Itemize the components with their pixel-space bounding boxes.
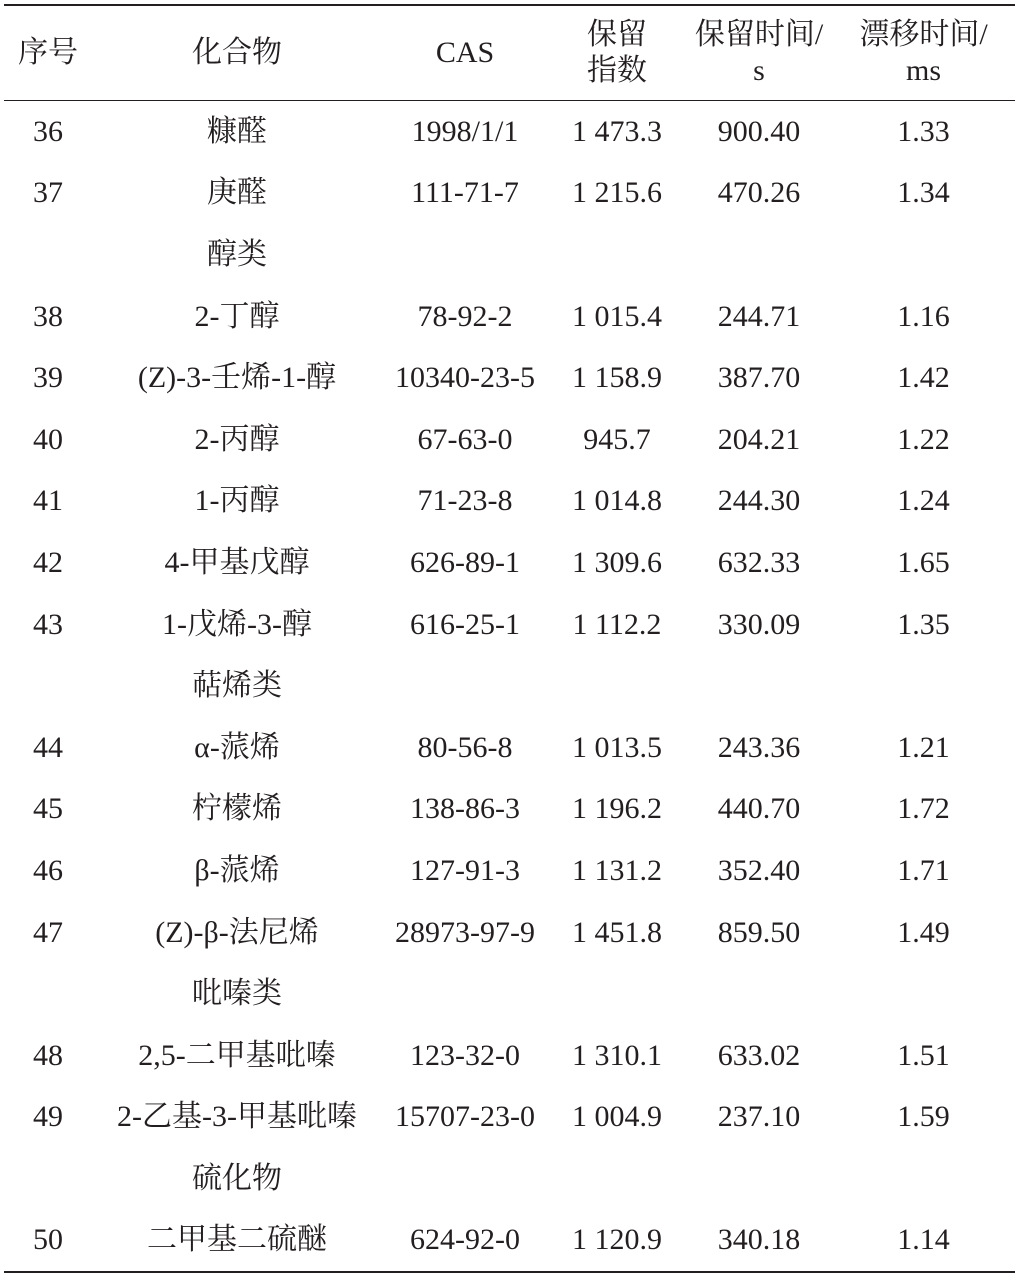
cell-compound: 糠醛 xyxy=(207,114,267,148)
header-retention-index-line1: 保留 xyxy=(587,18,647,51)
cell-retention-index: 1 158.9 xyxy=(572,361,662,395)
cell-cas: 111-71-7 xyxy=(411,176,519,210)
cell-retention-index: 1 120.9 xyxy=(572,1223,662,1257)
table-row xyxy=(4,286,1015,348)
cell-cas: 123-32-0 xyxy=(410,1038,520,1072)
cell-retention-index: 1 004.9 xyxy=(572,1100,662,1134)
cell-retention-time: 900.40 xyxy=(717,114,801,148)
category-row xyxy=(4,963,1015,1025)
cell-drift-time: 1.65 xyxy=(897,545,950,579)
table-row xyxy=(4,779,1015,841)
cell-compound: 2-丙醇 xyxy=(194,422,280,456)
cell-compound: 2,5-二甲基吡嗪 xyxy=(138,1038,336,1072)
table-row xyxy=(4,101,1015,163)
compound-table xyxy=(4,4,1015,1273)
table-row xyxy=(4,1087,1015,1149)
header-drift-time-line1: 漂移时间/ xyxy=(859,18,988,51)
table-row xyxy=(4,1025,1015,1087)
cell-retention-index: 1 013.5 xyxy=(572,730,662,764)
cell-retention-time: 237.10 xyxy=(717,1100,801,1134)
header-drift-time xyxy=(832,17,1015,89)
cell-index: 43 xyxy=(33,607,63,641)
cell-cas: 80-56-8 xyxy=(417,730,513,764)
cell-cas: 28973-97-9 xyxy=(395,915,535,949)
table-body xyxy=(4,101,1015,1271)
header-cas: CAS xyxy=(435,36,495,69)
cell-index: 48 xyxy=(33,1038,63,1072)
cell-index: 38 xyxy=(33,299,63,333)
table-row xyxy=(4,532,1015,594)
cell-compound: 二甲基二硫醚 xyxy=(147,1223,327,1257)
cell-retention-index: 1 112.2 xyxy=(572,607,662,641)
cell-retention-time: 340.18 xyxy=(717,1223,801,1257)
table-row xyxy=(4,840,1015,902)
header-retention-time xyxy=(686,17,832,89)
cell-cas: 138-86-3 xyxy=(410,792,520,826)
category-label: 醇类 xyxy=(207,237,267,271)
cell-retention-time: 633.02 xyxy=(717,1038,801,1072)
cell-retention-index: 1 196.2 xyxy=(572,792,662,826)
table-row xyxy=(4,163,1015,225)
cell-retention-time: 632.33 xyxy=(717,545,801,579)
cell-retention-time: 440.70 xyxy=(717,792,801,826)
cell-index: 50 xyxy=(33,1223,63,1257)
header-index: 序号 xyxy=(18,36,78,69)
cell-retention-time: 330.09 xyxy=(717,607,801,641)
cell-index: 45 xyxy=(33,792,63,826)
category-label: 吡嗪类 xyxy=(192,977,282,1011)
cell-drift-time: 1.71 xyxy=(897,853,950,887)
cell-cas: 127-91-3 xyxy=(410,853,520,887)
table-row xyxy=(4,902,1015,964)
cell-cas: 71-23-8 xyxy=(417,484,513,518)
cell-retention-index: 1 309.6 xyxy=(572,545,662,579)
cell-retention-index: 1 131.2 xyxy=(572,853,662,887)
cell-compound: 2-丁醇 xyxy=(194,299,280,333)
cell-retention-time: 244.71 xyxy=(717,299,801,333)
cell-retention-index: 1 310.1 xyxy=(572,1038,662,1072)
cell-cas: 624-92-0 xyxy=(410,1223,520,1257)
cell-drift-time: 1.42 xyxy=(897,361,950,395)
cell-compound: 庚醛 xyxy=(207,176,267,210)
cell-compound: (Z)-3-壬烯-1-醇 xyxy=(137,361,337,395)
table-bottom-rule xyxy=(4,1271,1015,1273)
cell-drift-time: 1.24 xyxy=(897,484,950,518)
cell-retention-time: 243.36 xyxy=(717,730,801,764)
table-row xyxy=(4,471,1015,533)
cell-index: 41 xyxy=(33,484,63,518)
category-row xyxy=(4,1148,1015,1210)
cell-drift-time: 1.49 xyxy=(897,915,950,949)
category-row xyxy=(4,655,1015,717)
cell-cas: 1998/1/1 xyxy=(411,114,519,148)
cell-cas: 616-25-1 xyxy=(410,607,520,641)
cell-cas: 67-63-0 xyxy=(417,422,513,456)
cell-drift-time: 1.34 xyxy=(897,176,950,210)
cell-index: 39 xyxy=(33,361,63,395)
cell-drift-time: 1.72 xyxy=(897,792,950,826)
cell-index: 46 xyxy=(33,853,63,887)
table-row xyxy=(4,409,1015,471)
cell-drift-time: 1.59 xyxy=(897,1100,950,1134)
cell-index: 44 xyxy=(33,730,63,764)
header-retention-index-line2: 指数 xyxy=(587,54,647,87)
table-row xyxy=(4,1210,1015,1272)
cell-compound: 1-丙醇 xyxy=(194,484,280,518)
cell-compound: 2-乙基-3-甲基吡嗪 xyxy=(117,1100,357,1134)
cell-compound: 1-戊烯-3-醇 xyxy=(162,607,312,641)
cell-compound: 柠檬烯 xyxy=(192,792,282,826)
cell-retention-index: 1 014.8 xyxy=(572,484,662,518)
table-row xyxy=(4,717,1015,779)
cell-drift-time: 1.35 xyxy=(897,607,950,641)
category-label: 硫化物 xyxy=(192,1161,282,1195)
cell-retention-time: 859.50 xyxy=(717,915,801,949)
cell-compound: (Z)-β-法尼烯 xyxy=(155,915,319,949)
cell-drift-time: 1.14 xyxy=(897,1223,950,1257)
category-label: 萜烯类 xyxy=(192,669,282,703)
header-retention-time-line1: 保留时间/ xyxy=(694,18,824,51)
table-row xyxy=(4,347,1015,409)
header-retention-index xyxy=(548,17,686,89)
cell-index: 47 xyxy=(33,915,63,949)
cell-retention-time: 470.26 xyxy=(717,176,801,210)
cell-retention-index: 1 451.8 xyxy=(572,915,662,949)
cell-index: 37 xyxy=(33,176,63,210)
cell-drift-time: 1.21 xyxy=(897,730,950,764)
cell-cas: 10340-23-5 xyxy=(395,361,535,395)
cell-cas: 15707-23-0 xyxy=(395,1100,535,1134)
cell-retention-index: 1 215.6 xyxy=(572,176,662,210)
cell-index: 36 xyxy=(33,114,63,148)
cell-retention-time: 387.70 xyxy=(717,361,801,395)
category-row xyxy=(4,224,1015,286)
cell-cas: 78-92-2 xyxy=(417,299,513,333)
cell-retention-index: 1 015.4 xyxy=(572,299,662,333)
cell-drift-time: 1.16 xyxy=(897,299,950,333)
table-row xyxy=(4,594,1015,656)
cell-drift-time: 1.22 xyxy=(897,422,950,456)
cell-drift-time: 1.51 xyxy=(897,1038,950,1072)
cell-cas: 626-89-1 xyxy=(410,545,520,579)
cell-drift-time: 1.33 xyxy=(897,114,950,148)
cell-index: 42 xyxy=(33,545,63,579)
cell-compound: 4-甲基戊醇 xyxy=(164,545,310,579)
cell-retention-time: 244.30 xyxy=(717,484,801,518)
cell-retention-time: 204.21 xyxy=(717,422,801,456)
cell-index: 40 xyxy=(33,422,63,456)
header-drift-time-line2: ms xyxy=(905,54,941,87)
header-retention-time-line2: s xyxy=(753,54,765,87)
table-header-row xyxy=(4,6,1015,100)
cell-retention-index: 945.7 xyxy=(583,422,651,456)
cell-index: 49 xyxy=(33,1100,63,1134)
cell-retention-time: 352.40 xyxy=(717,853,801,887)
cell-compound: α-蒎烯 xyxy=(194,730,280,764)
header-compound: 化合物 xyxy=(192,36,282,69)
cell-retention-index: 1 473.3 xyxy=(572,114,662,148)
cell-compound: β-蒎烯 xyxy=(194,853,280,887)
